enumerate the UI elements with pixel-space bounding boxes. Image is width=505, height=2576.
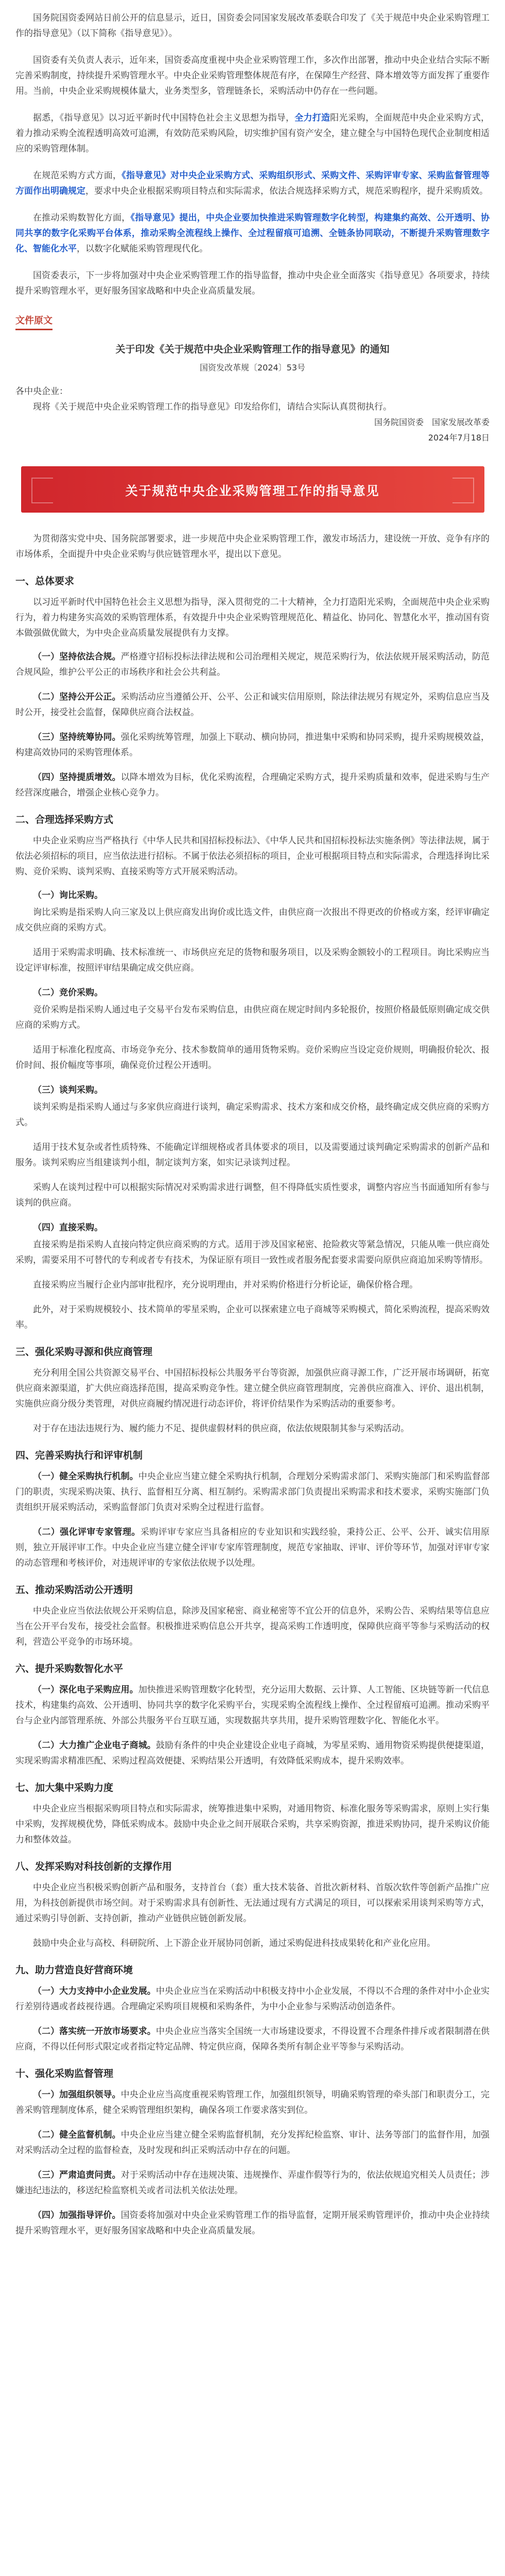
document-title-banner	[21, 466, 484, 513]
section-body: 直接采购应当履行企业内部审批程序，充分说明理由，并对采购价格进行分析论证，确保价格合理。	[33, 1280, 418, 1290]
preface: 为贯彻落实党中央、国务院部署要求，进一步规范中央企业采购管理工作，激发市场活力，建设统一开放、竞争有序的市场体系，全面提升中央企业采购与供应链管理水平，提出以下意见。	[15, 534, 490, 560]
subsection: （三）坚持统筹协同。强化采购统筹管理，加强上下联动、横向协同，推进集中采购和协同采购，提升采购规模效益，构建高效协同的采购管理体系。	[15, 732, 490, 758]
highlight-text: 《指导意见》对中央企业采购方式、采购组织形式、采购文件、采购评审专家、采购监督管理等方面作出明确规定	[15, 171, 490, 196]
subsection: （二）大力推广企业电子商城。鼓励有条件的中央企业建设企业电子商城，为零星采购、通用物资采购提供便捷渠道，实现采购需求精准匹配、采购过程高效便捷、采购结果公开透明，有效降低采购成本，提升采购效率。	[15, 1740, 490, 1766]
section-body: 采购人在谈判过程中可以根据实际情况对采购需求进行调整，但不得降低实质性要求，调整内容应当书面通知所有参与谈判的供应商。	[15, 1182, 490, 1208]
notice-title: 关于印发《关于规范中央企业采购管理工作的指导意见》的通知	[115, 344, 390, 355]
subsection-heading: （四）直接采购。	[33, 1223, 103, 1233]
section-body: 此外，对于采购规模较小、技术简单的零星采购，企业可以探索建立电子商城等采购模式，简化采购流程，提高采购效率。	[15, 1304, 490, 1330]
section-body: 适用于采购需求明确、技术标准统一、市场供应充足的货物和服务项目，以及采购金额较小的工程项目。询比采购应当设定评审标准，按照评审结果确定成交供应商。	[15, 947, 490, 973]
section-body: 充分利用全国公共资源交易平台、中国招标投标公共服务平台等资源，加强供应商寻源工作，广泛开展市场调研，拓宽供应商来源渠道，扩大供应商选择范围，提高采购竞争性。建立健全供应商管理制度，完善供应商准入、评价、退出机制，实施供应商分级分类管理，对供应商履约情况进行动态评价，将评价结果作为采购活动的重要参考。	[15, 1368, 490, 1409]
section-body: 中央企业应当依法依规公开采购信息，除涉及国家秘密、商业秘密等不宜公开的信息外，采购公告、采购结果等信息应当在公开平台发布，接受社会监督。积极推进采购信息公开共享，提高采购工作透明度，保障供应商平等参与采购活动的权利，营造公平竞争的市场环境。	[15, 1606, 490, 1647]
section-heading: 七、加大集中采购力度	[15, 1782, 114, 1793]
article-intro	[15, 10, 490, 299]
subsection: （一）大力支持中小企业发展。中央企业应当在采购活动中积极支持中小企业发展，不得以不合理的条件对中小企业实行差别待遇或者歧视待遇。合理确定采购项目规模和采购条件，为中小企业参与采购活动创造条件。	[15, 1986, 490, 2012]
section-heading: 二、合理选择采购方式	[15, 814, 114, 825]
subsection: （二）落实统一开放市场要求。中央企业应当落实全国统一大市场建设要求，不得设置不合理条件排斥或者限制潜在供应商，不得以任何形式限定或者指定特定品牌、特定供应商，保障各类所有制企业平等参与采购活动。	[15, 2026, 490, 2052]
subsection-heading: （一）询比采购。	[33, 890, 103, 901]
section-body: 适用于标准化程度高、市场竞争充分、技术参数简单的通用货物采购。竞价采购应当设定竞价规则，明确报价轮次、报价时间、报价幅度等事项，确保竞价过程公开透明。	[15, 1045, 490, 1071]
subsection-heading: （三）谈判采购。	[33, 1085, 103, 1095]
subsection: （三）严肃追责问责。对于采购活动中存在违规决策、违规操作、弄虚作假等行为的，依法依规追究相关人员责任；涉嫌违纪违法的，移送纪检监察机关或者司法机关依法处理。	[15, 2170, 490, 2196]
section-heading: 八、发挥采购对科技创新的支撑作用	[15, 1861, 172, 1872]
subsection: （四）坚持提质增效。以降本增效为目标，优化采购流程，合理确定采购方式，提升采购质量和效率，促进采购与生产经营深度融合，增强企业核心竞争力。	[15, 772, 490, 798]
subsection: （一）加强组织领导。中央企业应当高度重视采购管理工作，加强组织领导，明确采购管理的牵头部门和职责分工，完善采购管理制度体系，健全采购管理组织架构，确保各项工作要求落实到位。	[15, 2090, 490, 2115]
notice-recipient: 各中央企业：	[15, 386, 68, 397]
notice-code: 国资发改革规〔2024〕53号	[199, 363, 306, 372]
section-body: 中央企业采购应当严格执行《中华人民共和国招标投标法》、《中华人民共和国招标投标法实施条例》等法律法规，属于依法必须招标的项目，应当依法进行招标。不属于依法必须招标的项目，企业可根据项目特点和实际需求，合理选择询比采购、竞价采购、谈判采购、直接采购等方式开展采购活动。	[15, 836, 490, 877]
intro-paragraph: 国务院国资委网站日前公开的信息显示，近日，国资委会同国家发展改革委联合印发了《关于规范中央企业采购管理工作的指导意见》（以下简称《指导意见》）。	[15, 13, 490, 39]
highlight-text: 《指导意见》提出，中央企业要加快推进采购管理数字化转型，构建集约高效、公开透明、协同共享的数字化采购平台体系，推动采购全流程线上操作、全过程留痕可追溯、全链条协同联动，不断提升采购管理数字化、智能化水平	[15, 213, 490, 254]
banner-title: 关于规范中央企业采购管理工作的指导意见	[125, 483, 380, 498]
section-body: 以习近平新时代中国特色社会主义思想为指导，深入贯彻党的二十大精神，全力打造阳光采购，全面规范中央企业采购行为，着力构建务实高效的采购管理体系，有效提升中央企业采购管理规范化、精益化、协同化、智慧化水平，推动国有资本做强做优做大，为中央企业高质量发展提供有力支撑。	[15, 597, 490, 638]
intro-paragraph: 据悉，《指导意见》以习近平新时代中国特色社会主义思想为指导，全力打造阳光采购，全面规范中央企业采购方式，着力推动采购全流程透明高效可追溯，有效防范采购风险，切实维护国有资产安全，建立健全与中国特色现代企业制度相适应的采购管理体制。	[15, 113, 490, 154]
section-heading: 四、完善采购执行和评审机制	[15, 1450, 143, 1461]
subsection-heading: （二）竞价采购。	[33, 988, 103, 998]
subsection: （一）健全采购执行机制。中央企业应当建立健全采购执行机制，合理划分采购需求部门、采购实施部门和采购监督部门的职责，实现采购决策、执行、监督相互分离、相互制约。采购需求部门负责提出采购需求和技术要求，采购实施部门负责组织开展采购活动，采购监督部门负责对采购全过程进行监督。	[15, 1471, 490, 1513]
original-text-tag: 文件原文	[15, 313, 53, 330]
intro-paragraph: 国资委表示，下一步将加强对中央企业采购管理工作的指导监督，推动中央企业全面落实《指导意见》各项要求，持续提升采购管理水平，更好服务国家战略和中央企业高质量发展。	[15, 270, 490, 296]
section-body: 竞价采购是指采购人通过电子交易平台发布采购信息，由供应商在规定时间内多轮报价，按照价格最低原则确定成交供应商的采购方式。	[15, 1005, 490, 1030]
section-body: 直接采购是指采购人直接向特定供应商采购的方式。适用于涉及国家秘密、抢险救灾等紧急情况，只能从唯一供应商处采购，需要采用不可替代的专利或者专有技术，为保证原有项目一致性或者服务配套要求需要向原供应商追加采购等情形。	[15, 1240, 490, 1265]
section-body: 鼓励中央企业与高校、科研院所、上下游企业开展协同创新，通过采购促进科技成果转化和产业化应用。	[33, 1938, 436, 1948]
subsection: （一）深化电子采购应用。加快推进采购管理数字化转型，充分运用大数据、云计算、人工智能、区块链等新一代信息技术，构建集约高效、公开透明、协同共享的数字化采购平台，实现采购全流程线上操作、全过程留痕可追溯。推动采购平台与企业内部管理系统、外部公共服务平台互联互通，实现数据共享共用，提升采购管理数字化、智能化水平。	[15, 1685, 490, 1726]
notice-date: 2024年7月18日	[428, 433, 490, 443]
section-body: 中央企业应当积极采购创新产品和服务，支持首台（套）重大技术装备、首批次新材料、首版次软件等创新产品推广应用，为科技创新提供市场空间。对于采购需求具有创新性、无法通过现有方式满足的项目，可以探索采用谈判采购等方式，通过采购引导创新、支持创新，推动产业链供应链创新发展。	[15, 1883, 490, 1924]
intro-paragraph: 国资委有关负责人表示，近年来，国资委高度重视中央企业采购管理工作，多次作出部署，推动中央企业结合实际不断完善采购制度，持续提升采购管理水平。中央企业采购管理整体规范有序，在保障生产经营、降本增效等方面发挥了重要作用。当前，中央企业采购规模体量大，业务类型多，管理链条长，采购活动中仍存在一些问题。	[15, 55, 490, 96]
notice-body: 现将《关于规范中央企业采购管理工作的指导意见》印发给你们，请结合实际认真贯彻执行。	[33, 402, 392, 412]
section-heading: 十、强化采购监督管理	[15, 2068, 114, 2079]
subsection: （一）坚持依法合规。严格遵守招标投标法律法规和公司治理相关规定，规范采购行为，依法依规开展采购活动，防范合规风险，维护公平公正的市场秩序和社会公共利益。	[15, 652, 490, 677]
section-body: 谈判采购是指采购人通过与多家供应商进行谈判，确定采购需求、技术方案和成交价格，最终确定成交供应商的采购方式。	[15, 1102, 490, 1128]
section-heading: 三、强化采购寻源和供应商管理	[15, 1346, 153, 1358]
subsection: （二）健全监督机制。中央企业应当建立健全采购监督机制，充分发挥纪检监察、审计、法务等部门的监督作用，加强对采购活动全过程的监督检查，及时发现和纠正采购活动中存在的问题。	[15, 2130, 490, 2156]
section-body: 中央企业应当根据采购项目特点和实际需求，统筹推进集中采购，对通用物资、标准化服务等采购需求，原则上实行集中采购，发挥规模优势，降低采购成本。鼓励中央企业之间开展联合采购，共享采购资源，推进采购协同，提升采购议价能力和整体效益。	[15, 1804, 490, 1845]
section-heading: 六、提升采购数智化水平	[15, 1663, 124, 1674]
section-body: 适用于技术复杂或者性质特殊、不能确定详细规格或者具体要求的项目，以及需要通过谈判确定采购需求的创新产品和服务。谈判采购应当组建谈判小组，制定谈判方案，如实记录谈判过程。	[15, 1142, 490, 1168]
intro-paragraph: 在规范采购方式方面，《指导意见》对中央企业采购方式、采购组织形式、采购文件、采购评审专家、采购监督管理等方面作出明确规定，要求中央企业根据采购项目特点和实际需求，依法合规选择采购方式，规范采购程序，提升采购质效。	[15, 171, 490, 196]
section-heading: 五、推动采购活动公开透明	[15, 1584, 133, 1596]
notice-signature: 国务院国资委 国家发展改革委	[374, 417, 490, 427]
section-body: 对于存在违法违规行为、履约能力不足、提供虚假材料的供应商，依法依规限制其参与采购活动。	[33, 1423, 409, 1434]
subsection: （二）坚持公开公正。采购活动应当遵循公开、公平、公正和诚实信用原则，除法律法规另有规定外，采购信息应当及时公开，接受社会监督，保障供应商合法权益。	[15, 692, 490, 718]
section-heading: 一、总体要求	[15, 575, 75, 587]
highlight-text: 全力打造	[294, 113, 330, 123]
notice-block	[15, 310, 490, 446]
section-body: 询比采购是指采购人向三家及以上供应商发出询价或比选文件，由供应商一次报出不得更改的价格或方案，经评审确定成交供应商的采购方式。	[15, 907, 490, 933]
subsection: （二）强化评审专家管理。采购评审专家应当具备相应的专业知识和实践经验，秉持公正、公平、公开、诚实信用原则，独立开展评审工作。中央企业应当建立健全评审专家库管理制度，规范专家抽取、评审、评价等环节，加强对评审专家的动态管理和考核评价，对违规评审的专家依法依规予以处理。	[15, 1527, 490, 1568]
intro-paragraph: 在推动采购数智化方面，《指导意见》提出，中央企业要加快推进采购管理数字化转型，构建集约高效、公开透明、协同共享的数字化采购平台体系，推动采购全流程线上操作、全过程留痕可追溯、全链条协同联动，不断提升采购管理数字化、智能化水平，以数字化赋能采购管理现代化。	[15, 213, 490, 254]
section-heading: 九、助力营造良好营商环境	[15, 1964, 133, 1976]
subsection: （四）加强指导评价。国资委将加强对中央企业采购管理工作的指导监督，定期开展采购管理评价，推动中央企业持续提升采购管理水平，更好服务国家战略和中央企业高质量发展。	[15, 2210, 490, 2236]
